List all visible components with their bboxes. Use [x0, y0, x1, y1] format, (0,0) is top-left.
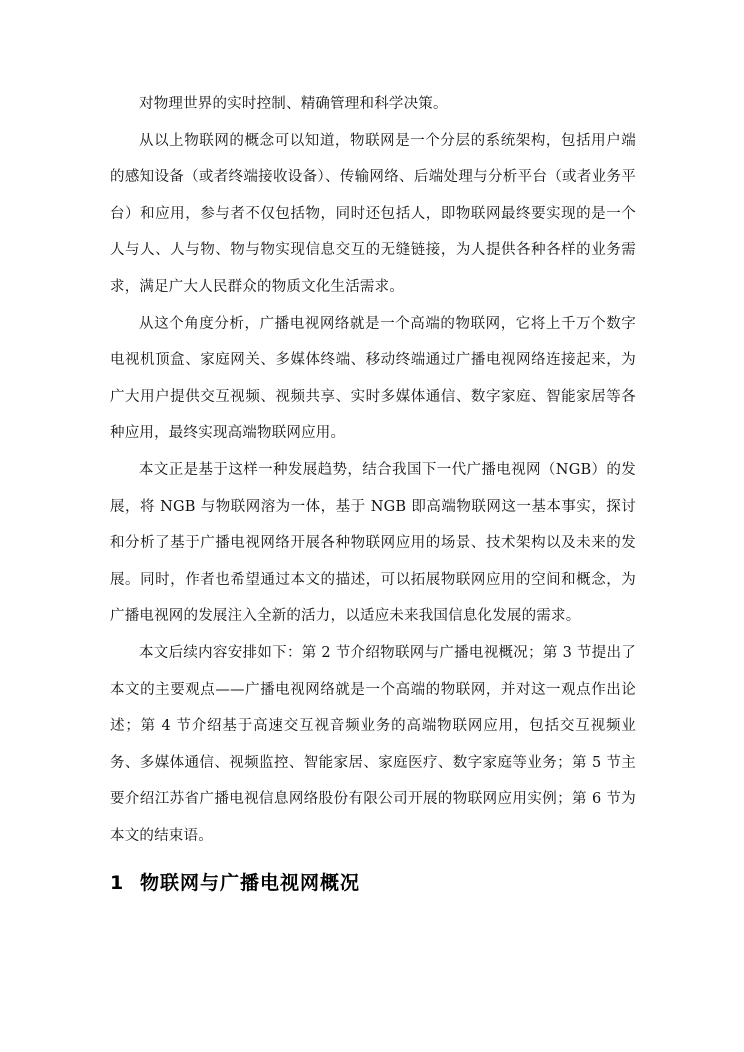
- paragraph-2: 从以上物联网的概念可以知道，物联网是一个分层的系统架构，包括用户端的感知设备（或者终端接收设备）、传输网络、后端处理与分析平台（或者业务平台）和应用，参与者不仅包括物，同时还包括人，即物联网最终要实现的是一个人与人、人与物、物与物实现信息交互的无缝链接，为人提供各种各样的业务需求，满足广大人民群众的物质文化生活需求。: [110, 132, 636, 295]
- paragraph-3: 从这个角度分析，广播电视网络就是一个高端的物联网，它将上千万个数字电视机顶盒、家庭网关、多媒体终端、移动终端通过广播电视网络连接起来，为广大用户提供交互视频、视频共享、实时多媒体通信、数字家庭、智能家居等各种应用，最终实现高端物联网应用。: [110, 315, 636, 442]
- section-number: 1: [110, 872, 125, 895]
- paragraph-4: 本文正是基于这样一种发展趋势，结合我国下一代广播电视网（NGB）的发展，将 NGB 与物联网溶为一体，基于 NGB 即高端物联网这一基本事实，探讨和分析了基于广播电视网络开展各种物联网应用的场景、技术架构以及未来的发展。同时，作者也希望通过本文的描述，可以拓展物联网应用的空间和概念，为广播电视网的发展注入全新的活力，以适应未来我国信息化发展的需求。: [110, 461, 636, 625]
- document-body: [110, 86, 636, 898]
- paragraph-5: 本文后续内容安排如下：第 2 节介绍物联网与广播电视概况；第 3 节提出了本文的主要观点——广播电视网络就是一个高端的物联网，并对这一观点作出论述；第 4 节介绍基于高速交互视音频业务的高端物联网应用，包括交互视频业务、多媒体通信、视频监控、智能家居、家庭医疗、数字家庭等业务；第 5 节主要介绍江苏省广播电视信息网络股份有限公司开展的物联网应用实例；第 6 节为本文的结束语。: [110, 644, 636, 844]
- paragraph-1: 对物理世界的实时控制、精确管理和科学决策。: [139, 96, 448, 112]
- section-title: 物联网与广播电视网概况: [140, 872, 361, 895]
- section-heading: [110, 868, 636, 898]
